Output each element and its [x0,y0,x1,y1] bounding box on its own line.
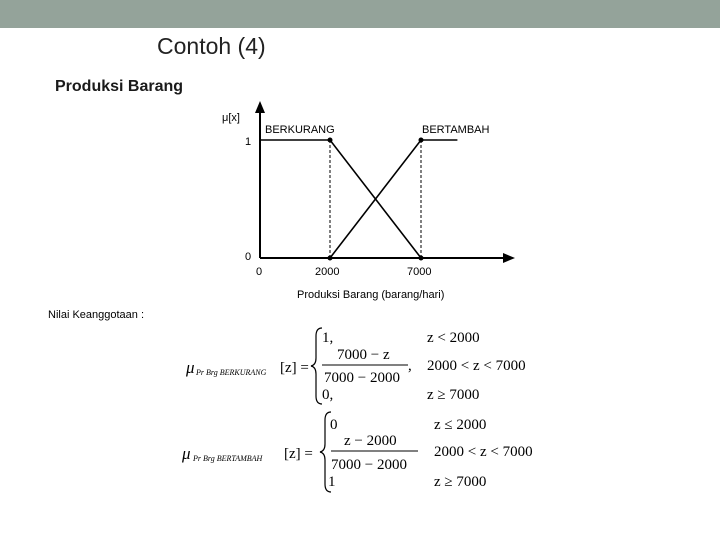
case2-denominator: 7000 − 2000 [331,457,407,473]
case3-condition: z ≥ 7000 [427,387,480,403]
x-tick-0: 0 [256,266,263,278]
case2-condition: 2000 < z < 7000 [434,444,533,460]
x-tick-2000: 2000 [315,266,340,278]
marker-point-2 [328,256,333,261]
lhs-argument: [z] = [284,446,313,462]
case1-condition: z ≤ 2000 [434,417,487,433]
case1-value: 1, [322,330,334,346]
marker-point-0 [328,138,333,143]
membership-chart [222,101,515,301]
marker-point-1 [419,138,424,143]
case2-condition: 2000 < z < 7000 [427,358,526,374]
formula-berkurang [185,328,526,404]
mu-subscript: Pr Brg BERKURANG [196,368,267,377]
case3-value: 1 [328,474,336,490]
case2-denominator: 7000 − 2000 [324,370,400,386]
case1-value: 0 [330,417,338,433]
case3-value: 0, [322,387,334,403]
lhs-argument: [z] = [280,360,309,376]
case1-condition: z < 2000 [427,330,480,346]
x-axis-arrow [503,253,515,263]
slide-subtitle: Produksi Barang [55,78,184,95]
series-line-berkurang [260,140,421,258]
y-axis-label: μ[x] [222,112,240,124]
membership-label: Nilai Keanggotaan : [48,309,145,321]
x-axis-label: Produksi Barang (barang/hari) [297,289,445,301]
case2-numerator: z − 2000 [344,433,397,449]
y-axis-arrow [255,101,265,113]
mu-subscript: Pr Brg BERTAMBAH [193,454,263,463]
mu-symbol: μ [186,358,195,377]
slide-title: Contoh (4) [157,33,266,59]
case2-numerator: 7000 − z [337,347,390,363]
mu-symbol: μ [182,444,191,463]
label-berkurang: BERKURANG [265,124,335,136]
label-bertambah: BERTAMBAH [422,124,490,136]
y-tick-0: 0 [245,251,252,263]
marker-point-3 [419,256,424,261]
series-line-bertambah [330,140,457,258]
case2-comma: , [408,358,412,374]
y-tick-1: 1 [245,136,252,148]
formula-bertambah [181,412,533,492]
x-tick-7000: 7000 [407,266,432,278]
left-brace [311,328,322,404]
case3-condition: z ≥ 7000 [434,474,487,490]
